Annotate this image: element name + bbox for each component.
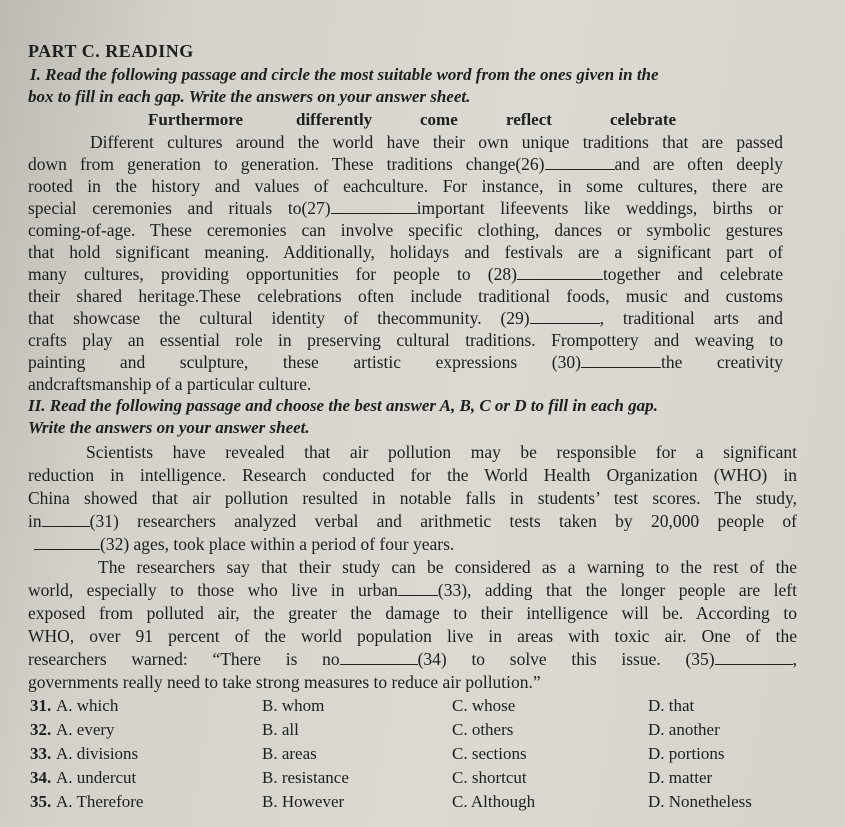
option-b[interactable]: B. all: [262, 720, 299, 739]
option-a[interactable]: A. which: [56, 696, 119, 715]
option-c[interactable]: C. Although: [452, 792, 536, 811]
passage2-line: China showed that air pollution resulted in notable falls in students’ test scores. The study,: [28, 488, 797, 508]
passage2-line: reduction in intelligence. Research conducted for the World Health Organization (WHO) in: [28, 465, 797, 485]
passage1-line: painting and sculpture, these artistic expressions (30) the creativity: [28, 352, 783, 372]
option-d[interactable]: D. Nonetheless: [648, 792, 752, 811]
gap-26[interactable]: [545, 155, 615, 170]
word-bank-item: reflect: [506, 110, 552, 129]
passage2-line: WHO, over 91 percent of the world population live in areas with toxic air. One of the: [28, 626, 797, 646]
option-a[interactable]: A. divisions: [56, 744, 139, 763]
gap-30[interactable]: [581, 353, 661, 368]
word-bank-item: come: [420, 110, 458, 129]
option-a[interactable]: A. Therefore: [56, 792, 144, 811]
option-d[interactable]: D. that: [648, 696, 695, 715]
option-b[interactable]: B. However: [262, 792, 345, 811]
passage1-line: down from generation to generation. These traditions change(26) and are often deeply: [28, 154, 783, 174]
section-title: PART C. READING: [28, 41, 194, 61]
question-number: 32.: [30, 720, 52, 739]
gap-28[interactable]: [517, 265, 603, 280]
option-b[interactable]: B. whom: [262, 696, 325, 715]
option-a[interactable]: A. undercut: [56, 768, 137, 787]
gap-27[interactable]: [331, 199, 417, 214]
option-c[interactable]: C. whose: [452, 696, 516, 715]
part1-instruction-line2: box to fill in each gap. Write the answers on your answer sheet.: [28, 87, 471, 106]
part2-instruction-line1: II. Read the following passage and choose the best answer A, B, C or D to fill in each gap.: [28, 396, 658, 415]
passage2-line: Scientists have revealed that air pollution may be responsible for a significant: [86, 442, 797, 462]
passage1-line: Different cultures around the world have their own unique traditions that are passed: [90, 132, 783, 152]
gap-29[interactable]: [530, 309, 600, 324]
passage1-line: special ceremonies and rituals to(27) important lifeevents like weddings, births or: [28, 198, 784, 218]
gap-34[interactable]: [340, 650, 418, 665]
option-c[interactable]: C. shortcut: [452, 768, 527, 787]
word-bank-item: differently: [296, 110, 373, 129]
option-b[interactable]: B. resistance: [262, 768, 349, 787]
passage2-line: governments really need to take strong measures to reduce air pollution.”: [28, 672, 541, 692]
passage1-line: many cultures, providing opportunities for people to (28) together and celebrate: [28, 264, 783, 284]
passage2-line: (32) ages, took place within a period of four years.: [34, 533, 845, 555]
option-c[interactable]: C. others: [452, 720, 514, 739]
part1-instruction-line1: I. Read the following passage and circle the most suitable word from the ones given in the: [30, 65, 659, 84]
question-number: 33.: [30, 744, 52, 763]
word-bank-item: celebrate: [610, 110, 677, 129]
gap-32[interactable]: [34, 535, 100, 550]
option-a[interactable]: A. every: [56, 720, 115, 739]
option-d[interactable]: D. matter: [648, 768, 713, 787]
passage1-line: that showcase the cultural identity of thecommunity. (29) , traditional arts and: [28, 308, 783, 328]
passage2-line: in (31) researchers analyzed verbal and arithmetic tests taken by 20,000 people of: [28, 511, 797, 531]
gap-35[interactable]: [715, 650, 793, 665]
passage1-line: their shared heritage.These celebrations often include traditional foods, music and customs: [28, 286, 783, 306]
passage1-line: that hold significant meaning. Additionally, holidays and festivals are a significant part of: [28, 242, 783, 262]
question-number: 31.: [30, 696, 52, 715]
passage2-line: exposed from polluted air, the greater the damage to their intelligence will be. According to: [28, 603, 797, 623]
question-number: 34.: [30, 768, 52, 787]
option-c[interactable]: C. sections: [452, 744, 527, 763]
option-d[interactable]: D. another: [648, 720, 720, 739]
passage1-line: rooted in the history and values of eachculture. For instance, in some cultures, there are: [28, 176, 783, 196]
word-bank-item: Furthermore: [148, 110, 244, 129]
passage2-line: researchers warned: “There is no (34) to solve this issue. (35) ,: [28, 649, 797, 669]
gap-33[interactable]: [398, 581, 438, 596]
passage1-line: crafts play an essential role in preserving cultural traditions. Frompottery and weaving to: [28, 330, 783, 350]
passage2-line: The researchers say that their study can be considered as a warning to the rest of the: [98, 557, 797, 577]
passage1-line: andcraftsmanship of a particular culture.: [28, 374, 312, 394]
passage2-line: world, especially to those who live in urban (33), adding that the longer people are left: [28, 580, 797, 600]
gap-31[interactable]: [42, 512, 90, 527]
option-b[interactable]: B. areas: [262, 744, 317, 763]
passage1-line: coming-of-age. These ceremonies can involve specific clothing, dances or symbolic gestures: [28, 220, 783, 240]
option-d[interactable]: D. portions: [648, 744, 725, 763]
question-number: 35.: [30, 792, 52, 811]
part2-instruction-line2: Write the answers on your answer sheet.: [28, 418, 310, 437]
